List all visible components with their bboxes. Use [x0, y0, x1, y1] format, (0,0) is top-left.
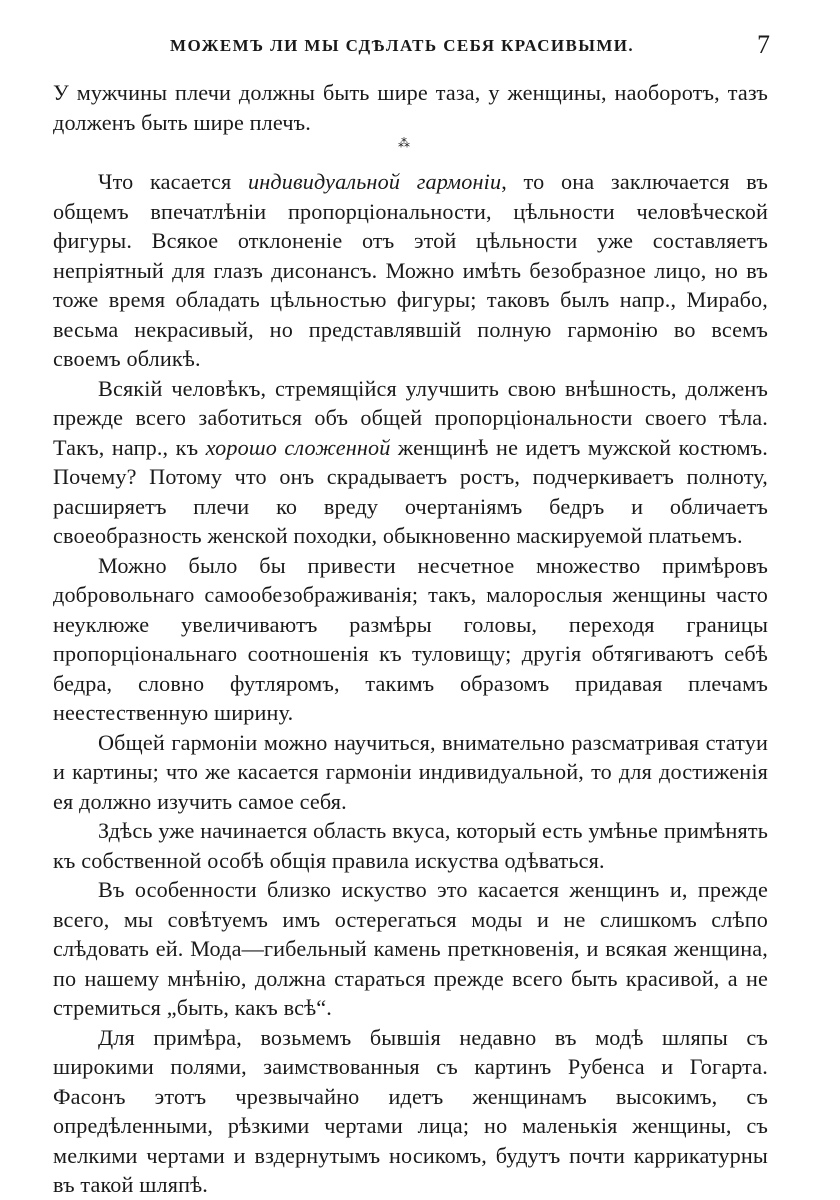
text-run: , то она заключается въ общемъ впечатлѣніи пропорціональности, цѣльности человѣческой фигуры. Всякое отклоненіе отъ этой цѣльности уже составляетъ непріятный для глазъ дисонансъ. Можно имѣть безобразное лицо, но въ тоже время обладать цѣльностью фигуры; таковъ былъ напр., Мирабо, весьма некрасивый, но представлявшій полную гармонію во всемъ своемъ обликѣ.	[53, 169, 768, 371]
paragraph	[53, 551, 768, 728]
section-separator	[53, 137, 768, 167]
running-title: МОЖЕМЪ ЛИ МЫ СДѢЛАТЬ СЕБЯ КРАСИВЫМИ.	[170, 36, 635, 55]
text-run: Въ особенности близко искуство это касается женщинъ и, прежде всего, мы совѣтуемъ имъ остерегаться моды и не слишкомъ слѣпо слѣдовать ей. Мода—гибельный камень преткновенія, и всякая женщина, по нашему мнѣнію, должна стараться прежде всего быть красивой, а не стремиться „быть, какъ всѣ“.	[53, 877, 768, 1020]
paragraph	[53, 167, 768, 374]
text-run: У мужчины плечи должны быть шире таза, у женщины, наоборотъ, тазъ долженъ быть шире плечъ.	[53, 80, 768, 135]
text-run: Общей гармоніи можно научиться, внимательно разсматривая статуи и картины; что же касается гармоніи индивидуальной, то для достиженія ея должно изучить самое себя.	[53, 729, 768, 814]
text-run: Всякій человѣкъ, стремящійся улучшить свою внѣшность, долженъ прежде всего заботиться объ общей пропорціональности своего тѣла. Такъ, напр., къ	[53, 375, 768, 460]
paragraph	[53, 374, 768, 551]
text-run: Здѣсь уже начинается область вкуса, который есть умѣнье примѣнять къ собственной особѣ общія правила искуства одѣваться.	[53, 818, 768, 873]
paragraph	[53, 728, 768, 817]
paragraph	[53, 1023, 768, 1200]
text-run: женщинѣ не идетъ мужской костюмъ. Почему? Потому что онъ скрадываетъ ростъ, подчеркиваетъ полноту, расширяетъ плечи ко вреду очертаніямъ бедръ и обличаетъ своеобразность женской походки, обыкновенно маскируемой платьемъ.	[53, 434, 768, 548]
paragraph	[53, 78, 768, 137]
text-run: Можно было бы привести несчетное множество примѣровъ добровольнаго самообезображиванія; такъ, малорослыя женщины часто неуклюже увеличиваютъ размѣры головы, переходя границы пропорціональнаго соотношенія къ туловищу; другія обтягиваютъ себѣ бедра, словно футляромъ, такимъ образомъ придавая плечамъ неестественную ширину.	[53, 552, 768, 725]
asterism-icon: ⁂	[398, 136, 410, 150]
paragraph	[53, 875, 768, 1023]
italic-phrase: индивидуальной гармоніи	[248, 169, 502, 194]
page-number: 7	[757, 30, 770, 59]
text-run: Для примѣра, возьмемъ бывшія недавно въ модѣ шляпы съ широкими полями, заимствованныя съ картинъ Рубенса и Гогарта. Фасонъ этотъ чрезвычайно идетъ женщинамъ высокимъ, съ опредѣленными, рѣзкими чертами лица; но маленькія женщины, съ мелкими чертами и вздернутымъ носикомъ, будутъ почти каррикатурны въ такой шляпѣ.	[53, 1024, 768, 1197]
italic-phrase: хорошо сложенной	[205, 434, 391, 460]
page-header	[170, 30, 770, 64]
text-run: Что касается	[98, 169, 248, 194]
page-body	[53, 78, 768, 1200]
paragraph	[53, 816, 768, 875]
